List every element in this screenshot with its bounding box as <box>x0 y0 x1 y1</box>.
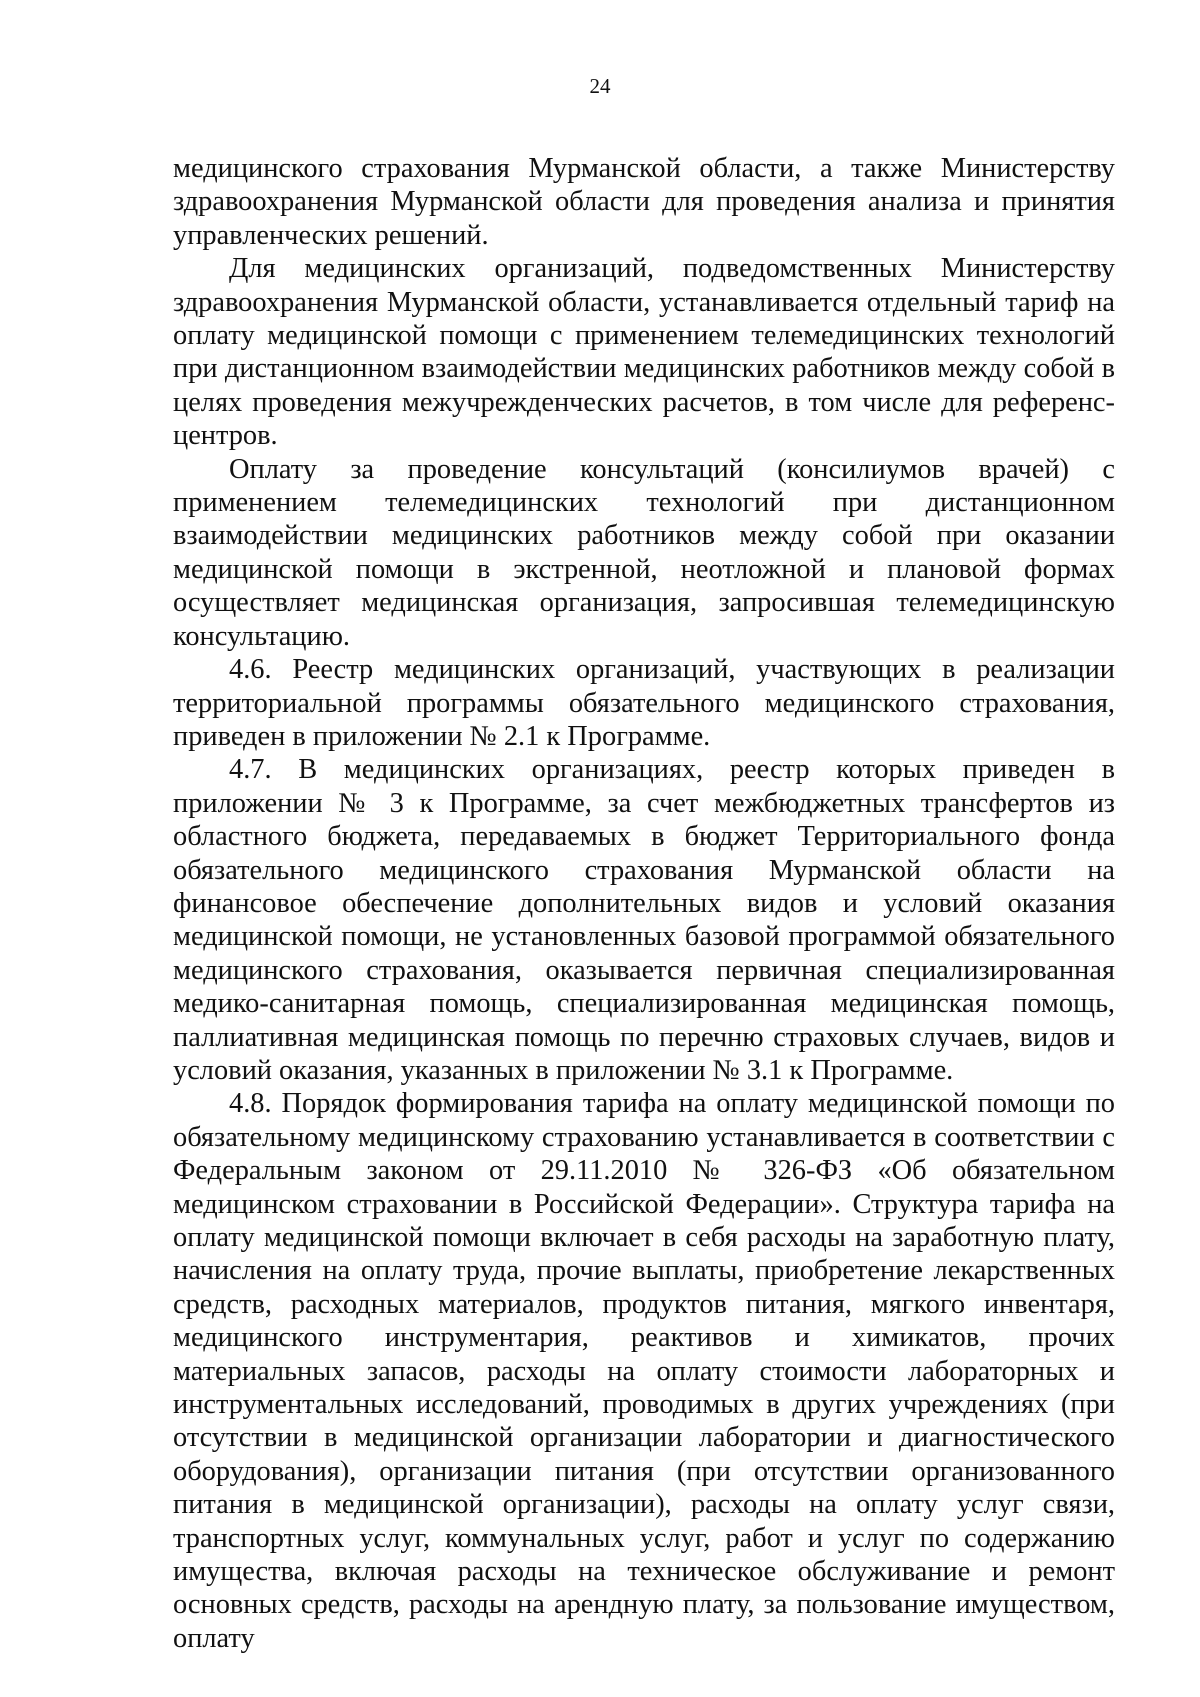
paragraph-4-8: 4.8. Порядок формирования тарифа на оплату медицинской помощи по обязательному медицинскому страхованию устанавливается в соответствии с Федеральным законом от 29.11.2010 № 326-ФЗ «Об обязательном медицинском страховании в Российской Федерации». Структура тарифа на оплату медицинской помощи включает в себя расходы на заработную плату, начисления на оплату труда, прочие выплаты, приобретение лекарственных средств, расходных материалов, продуктов питания, мягкого инвентаря, медицинского инструментария, реактивов и химикатов, прочих материальных запасов, расходы на оплату стоимости лабораторных и инструментальных исследований, проводимых в других учреждениях (при отсутствии в медицинской организации лаборатории и диагностического оборудования), организации питания (при отсутствии организованного питания в медицинской организации), расходы на оплату услуг связи, транспортных услуг, коммунальных услуг, работ и услуг по содержанию имущества, включая расходы на техническое обслуживание и ремонт основных средств, расходы на арендную плату, за пользование имуществом, оплату <box>173 1088 1115 1654</box>
paragraph-telemedicine-tariff: Для медицинских организаций, подведомственных Министерству здравоохранения Мурманской области, устанавливается отдельный тариф на оплату медицинской помощи с применением телемедицинских технологий при дистанционном взаимодействии медицинских работников между собой в целях проведения межучрежденческих расчетов, в том числе для референс-центров. <box>173 253 1115 452</box>
page-number: 24 <box>589 74 611 98</box>
paragraph-4-7: 4.7. В медицинских организациях, реестр которых приведен в приложении № 3 к Программе, за счет межбюджетных трансфертов из областного бюджета, передаваемых в бюджет Территориального фонда обязательного медицинского страхования Мурманской области на финансовое обеспечение дополнительных видов и условий оказания медицинской помощи, не установленных базовой программой обязательного медицинского страхования, оказывается первичная специализированная медико-санитарная помощь, специализированная медицинская помощь, паллиативная медицинская помощь по перечню страховых случаев, видов и условий оказания, указанных в приложении № 3.1 к Программе. <box>173 754 1115 1086</box>
paragraph-4-6: 4.6. Реестр медицинских организаций, участвующих в реализации территориальной программы обязательного медицинского страхования, приведен в приложении № 2.1 к Программе. <box>173 654 1115 752</box>
paragraph-continuation: медицинского страхования Мурманской области, а также Министерству здравоохранения Мурманской области для проведения анализа и принятия управленческих решений. <box>173 153 1115 251</box>
document-body <box>173 152 1115 1655</box>
paragraph-consultation-payment: Оплату за проведение консультаций (консилиумов врачей) с применением телемедицинских технологий при дистанционном взаимодействии медицинских работников между собой при оказании медицинской помощи в экстренной, неотложной и плановой формах осуществляет медицинская организация, запросившая телемедицинскую консультацию. <box>173 453 1115 652</box>
